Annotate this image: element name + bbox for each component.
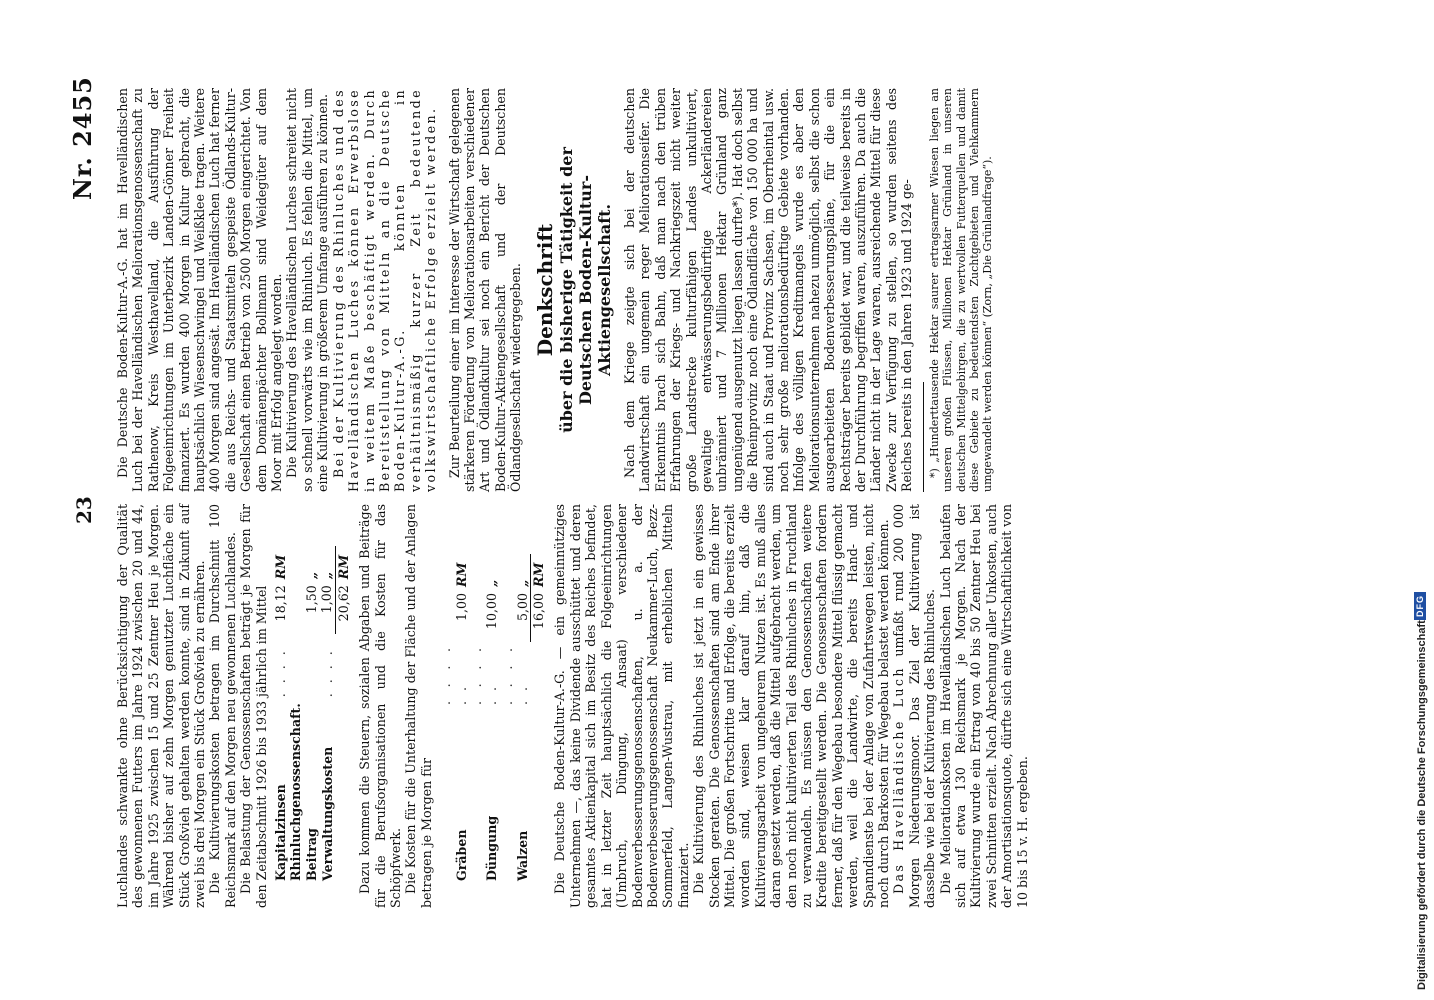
- table-row: Kapitalzinsen . . . . 18,12 RM: [273, 546, 288, 884]
- paragraph: Die Kultivierung des Havelländischen Luches schreitet nicht so schnell vorwärts wie im Rhinluch. Es fehlen die Mittel, um eine Kultivierung in größerem Umfange ausführen zu können.: [284, 88, 331, 492]
- row-amount: 18,12: [273, 585, 289, 622]
- maintenance-cost-table: [438, 554, 546, 884]
- paragraph: Nach dem Kriege zeigte sich bei der deutschen Landwirtschaft ein ungemein reger Meliorationseifer. Die Erkenntnis brach sich Bahn, daß man nach den trüben Erfahrungen der Kriegs- und Nachkriegszeit nicht weiter große Landstrecke kulturfähigen Landes unkultiviert, gewaltige entwässerungsbedürftige Ackerländereien unbränniert und 7 Millionen Hektar Grünland ganz ungenügend ausgenutzt liegen lassen durfte*). Hat doch selbst die Rheinprovinz noch eine Ödlandfläche von 150 000 ha und sind auch in Staat und Provinz Sachsen, im Oberrheintal usw. noch sehr große meliorationsbedürftige Gebiete vorhanden. Infolge des völligen Kreditmangels wurde es aber den Meliorationsunternehmen nahezu unmöglich, selbst die schon ausgearbeiteten Bodenverbesserungspläne, für die ein Rechtsträger bereits gebildet war, und die teilweise bereits in der Durchführung begriffen waren, auszuführen. Da auch die Länder nicht in der Lage waren, ausreichende Mittel für diese Zwecke zur Verfügung zu stellen, so wurden seitens des Reiches bereits in den Jahren 1923 und 1924 ge-: [621, 88, 915, 492]
- table-row: Walzen . . . . . . 5,00 „: [500, 554, 531, 884]
- row-label: Rhinluchgenossenschaft. Beitrag: [288, 703, 319, 881]
- credit-text: Digitalisierung gefördert durch die Deutsche Forschungsgemeinschaft: [1416, 620, 1428, 990]
- table-total-row: [335, 546, 351, 884]
- paragraph: Die Kultivierungskosten betragen im Durchschnitt 100 Reichsmark auf den Morgen neu gewonnenen Luchlandes.: [207, 504, 238, 908]
- footnote-rule: [923, 382, 924, 492]
- funding-credit: [1414, 10, 1430, 990]
- paragraph: Die Belastung der Genossenschaften beträgt je Morgen für den Zeitabschnitt 1926 bis 1933 jährlich im Mittel: [238, 504, 269, 908]
- left-column: [115, 504, 1030, 908]
- row-amount: 10,00: [484, 593, 500, 630]
- row-label: Walzen: [515, 830, 531, 881]
- table-row: Gräben . . . . . . 1,00 RM: [438, 554, 469, 884]
- row-unit: „: [319, 572, 335, 580]
- total-amount: 20,62: [335, 582, 351, 634]
- memorandum-title: Denkschrift: [532, 223, 557, 357]
- row-label: Verwaltungskosten: [319, 746, 335, 881]
- paragraph: Die Kosten für die Unterhaltung der Fläche und der Anlagen betragen je Morgen für: [403, 504, 434, 908]
- paragraph: Die Deutsche Boden-Kultur-A.-G. hat im Havelländischen Luch bei der Havelländischen Meliorationsgenossenschaft zu Rathenow, Kreis Westhavelland, die Ausführung der Folgeeinrichtungen im Unterbezirk Landen-Gönner Freiheit finanziert. Es wurden 400 Morgen in Kultur gebracht, die hauptsächlich Wiesenschwingel und Weißklee tragen. Weitere 400 Morgen sind angesät. Im Havelländischen Luch hat ferner die aus Reichs- und Staatsmitteln gespeiste Ödlands-Kultur-Gesellschaft einen Betrieb von 2500 Morgen eingerichtet. Von dem Domänenpächter Bollmann sind Weidegüter auf dem Moor mit Erfolg angelegt worden.: [115, 88, 285, 492]
- paragraph: Luchlandes schwankte ohne Berücksichtigung der Qualität des gewonnenen Futters im Jahre 1924 zwischen 20 und 44, im Jahre 1925 zwischen 15 und 25 Zentner Heu je Morgen. Während bisher auf zehn Morgen genutzter Luchfläche ein Stück Großvieh gehalten werden konnte, sind in Zukunft auf zwei bis drei Morgen ein Stück Großvieh zu ernähren.: [115, 504, 208, 908]
- table-total-row: [531, 554, 547, 884]
- table-row: Düngung . . . . . . 10,00 „: [469, 554, 500, 884]
- row-label: Kapitalzinsen: [273, 784, 289, 881]
- paragraph: Die Deutsche Boden-Kultur-A.-G. — ein gemeinnütziges Unternehmen —, das keine Dividende ausschüttet und deren gesamtes Aktienkapital sich im Besitz des Reiches befindet, hat in letzter Zeit hauptsächlich die Folgeeinrichtungen (Umbruch, Düngung, Ansaat) verschiedener Bodenverbesserungsgenossenschaften, u. a. der Bodenverbesserungsgenossenschaft Neukammer-Luch, Bezz-Sommerfeld, Langen-Wustrau, mit erheblichen Mitteln finanziert.: [552, 504, 691, 908]
- paragraph-rest: umfaßt rund 200 000 Morgen Niederungsmoor. Das Ziel der Kultivierung ist dasselbe wie bei der Kultivierung des Rhinluches.: [891, 504, 938, 908]
- total-amount: 16,00: [531, 590, 547, 642]
- row-unit: „: [514, 579, 530, 587]
- paragraph: [891, 504, 937, 908]
- footnote: *) „Hunderttausende Hektar saurer ertragsarmer Wiesen liegen an unseren großen Flüssen, Millionen Hektar Grünland in unseren deutschen Mittelgebirgen, die zu wertvollen Futterquellen und damit diese Gebiete zu bedeutendsten Zuchtgebieten und Viehkammern umgewandelt werden können“ (Zorn, „Die Grünlandfrage“).: [927, 88, 995, 492]
- row-unit: RM: [453, 562, 469, 587]
- row-label: Düngung: [484, 815, 500, 881]
- row-unit: „: [484, 579, 500, 587]
- paragraph: Dazu kommen die Steuern, sozialen Abgaben und Beiträge für die Berufsorganisationen und die Kosten für das Schöpfwerk.: [357, 504, 403, 908]
- spaced-paragraph: Bei der Kultivierung des Rhinluches und des Havelländischen Luches können Erwerbslose in weitem Maße beschäftigt werden. Durch Bereitstellung von Mitteln an die Deutsche Boden-Kultur-A.-G. könnten in verhältnismäßig kurzer Zeit bedeutende volkswirtschaftliche Erfolge erzielt werden.: [330, 88, 439, 492]
- total-unit: RM: [335, 546, 351, 582]
- right-column: [115, 88, 995, 492]
- row-amount: 1,00: [453, 593, 469, 622]
- dfg-logo: DFG: [1414, 592, 1426, 620]
- row-unit: „: [303, 572, 319, 580]
- paragraph: Die Kultivierung des Rhinluches ist jetzt in ein gewisses Stocken geraten. Die Genossenschaften sind am Ende ihrer Mittel. Die großen Fortschritte und Erfolge, die bereits erzielt worden sind, weisen klar darauf hin, daß die Kultivierungsarbeit von ungeheurem Nutzen ist. Es muß alles daran gesetzt werden, daß die Mittel aufgebracht werden, um den noch nicht kultivierten Teil des Rhinluches in Fruchtland zu verwandeln. Es müssen den Genossenschaften weitere Kredite bereitgestellt werden. Die Genossenschaften fordern ferner, daß für den Wegebau besondere Mittel flüssig gemacht werden, weil die Landwirte, die bereits Hand- und Spanndienste bei der Anlage von Zufahrtswegen leisten, nicht noch durch Barkosten für Wegebau belastet werden können.: [691, 504, 891, 908]
- spaced-phrase: Das Havelländische Luch: [891, 666, 907, 894]
- annual-burden-table: [273, 546, 351, 884]
- digitization-sidebar: [1410, 0, 1434, 1000]
- issue-number: Nr. 2455: [68, 76, 97, 200]
- table-row: Verwaltungskosten . . . . 1,00 „: [319, 546, 335, 884]
- total-unit: RM: [531, 554, 547, 590]
- row-amount: 5,00: [514, 593, 530, 622]
- memorandum-subtitle: über die bisherige Tätigkeit der Deutschen Boden-Kultur-Aktiengesellschaft.: [556, 147, 614, 433]
- row-unit: RM: [273, 554, 289, 580]
- paragraph: Zur Beurteilung einer im Interesse der Wirtschaft gelegenen stärkeren Förderung von Meliorationsarbeiten verschiedener Art und Ödlandkultur sei noch ein Bericht der Deutschen Boden-Kultur-Aktiengesellschaft und der Deutschen Ödlandgesellschaft wiedergegeben.: [446, 88, 524, 492]
- table-row: [288, 546, 319, 884]
- page-number: 23: [72, 496, 96, 524]
- row-amount: 1,50: [303, 585, 319, 614]
- paragraph: Die Meliorationskosten im Havelländischen Luch belaufen sich auf etwa 130 Reichsmark je Morgen. Nach der Kultivierung wurde ein Ertrag von 40 bis 50 Zentner Heu bei zwei Schnitten erzielt. Nach Abrechnung aller Unkosten, auch der Amortisationsquote, dürfte sich eine Wirtschaftlichkeit von 10 bis 15 v. H. ergeben.: [937, 504, 1030, 908]
- row-label: Gräben: [453, 829, 469, 881]
- row-amount: 1,00: [319, 585, 335, 614]
